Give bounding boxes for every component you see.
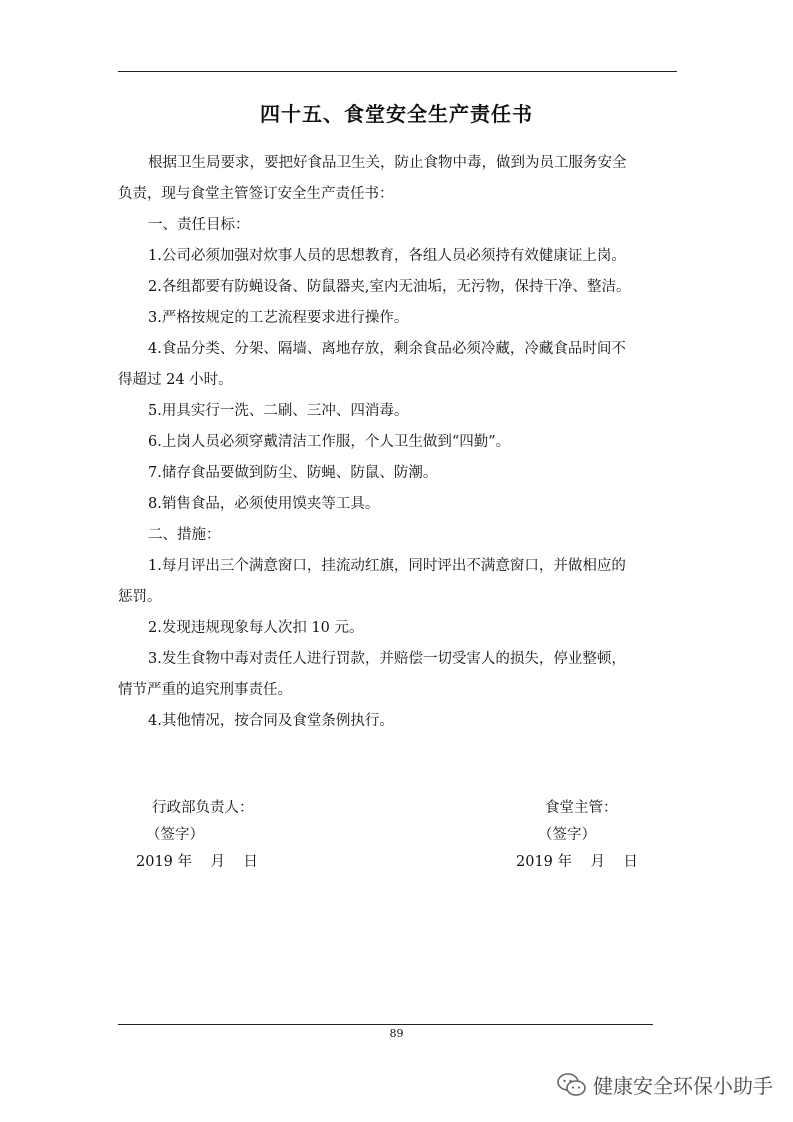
left-date: 2019 年 月 日 bbox=[136, 854, 258, 870]
section-heading: 一、责任目标： bbox=[148, 217, 250, 233]
page-number: 89 bbox=[389, 1027, 404, 1040]
list-item: 3.严格按规定的工艺流程要求进行操作。 bbox=[148, 310, 409, 326]
watermark-text: 健康安全环保小助手 bbox=[593, 1074, 773, 1098]
footer-rule bbox=[118, 1024, 653, 1025]
watermark bbox=[557, 1070, 773, 1099]
list-item: 6.上岗人员必须穿戴清洁工作服，个人卫生做到“四勤”。 bbox=[148, 434, 511, 450]
document-body bbox=[118, 148, 678, 737]
list-item: 7.储存食品要做到防尘、防蝇、防鼠、防潮。 bbox=[148, 465, 438, 481]
list-item: 2.各组都要有防蝇设备、防鼠器夹,室内无油垢，无污物，保持干净、整洁。 bbox=[148, 279, 631, 295]
list-item: 8.销售食品，必须使用馍夹等工具。 bbox=[148, 496, 380, 512]
intro-line: 根据卫生局要求，要把好食品卫生关，防止食物中毒，做到为员工服务安全 bbox=[148, 155, 627, 171]
list-item: 4.食品分类、分架、隔墙、离地存放，剩余食品必须冷藏，冷藏食品时间不 bbox=[148, 341, 626, 357]
document-title: 四十五、食堂安全生产责任书 bbox=[260, 102, 533, 126]
list-item-continuation: 得超过 24 小时。 bbox=[118, 372, 233, 388]
list-item: 1.公司必须加强对炊事人员的思想教育，各组人员必须持有效健康证上岗。 bbox=[148, 248, 626, 264]
left-signatory-role: 行政部负责人： bbox=[152, 800, 254, 816]
right-date: 2019 年 月 日 bbox=[516, 854, 638, 870]
list-item: 1.每月评出三个满意窗口，挂流动红旗，同时评出不满意窗口，并做相应的 bbox=[148, 558, 626, 574]
section-heading: 二、措施： bbox=[148, 527, 221, 543]
list-item: 4.其他情况，按合同及食堂条例执行。 bbox=[148, 713, 394, 729]
right-signatory-role: 食堂主管： bbox=[545, 800, 618, 816]
intro-line: 负责，现与食堂主管签订安全生产责任书： bbox=[118, 186, 394, 202]
left-signature-field: （签字） bbox=[146, 827, 204, 843]
list-item: 3.发生食物中毒对责任人进行罚款，并赔偿一切受害人的损失，停业整顿， bbox=[148, 651, 626, 667]
header-rule bbox=[118, 71, 677, 72]
wechat-icon bbox=[557, 1072, 587, 1098]
list-item-continuation: 情节严重的追究刑事责任。 bbox=[118, 682, 292, 698]
list-item: 5.用具实行一洗、二刷、三冲、四消毒。 bbox=[148, 403, 409, 419]
right-signature-field: （签字） bbox=[538, 827, 596, 843]
list-item-continuation: 惩罚。 bbox=[118, 589, 162, 605]
list-item: 2.发现违规现象每人次扣 10 元。 bbox=[148, 620, 364, 636]
